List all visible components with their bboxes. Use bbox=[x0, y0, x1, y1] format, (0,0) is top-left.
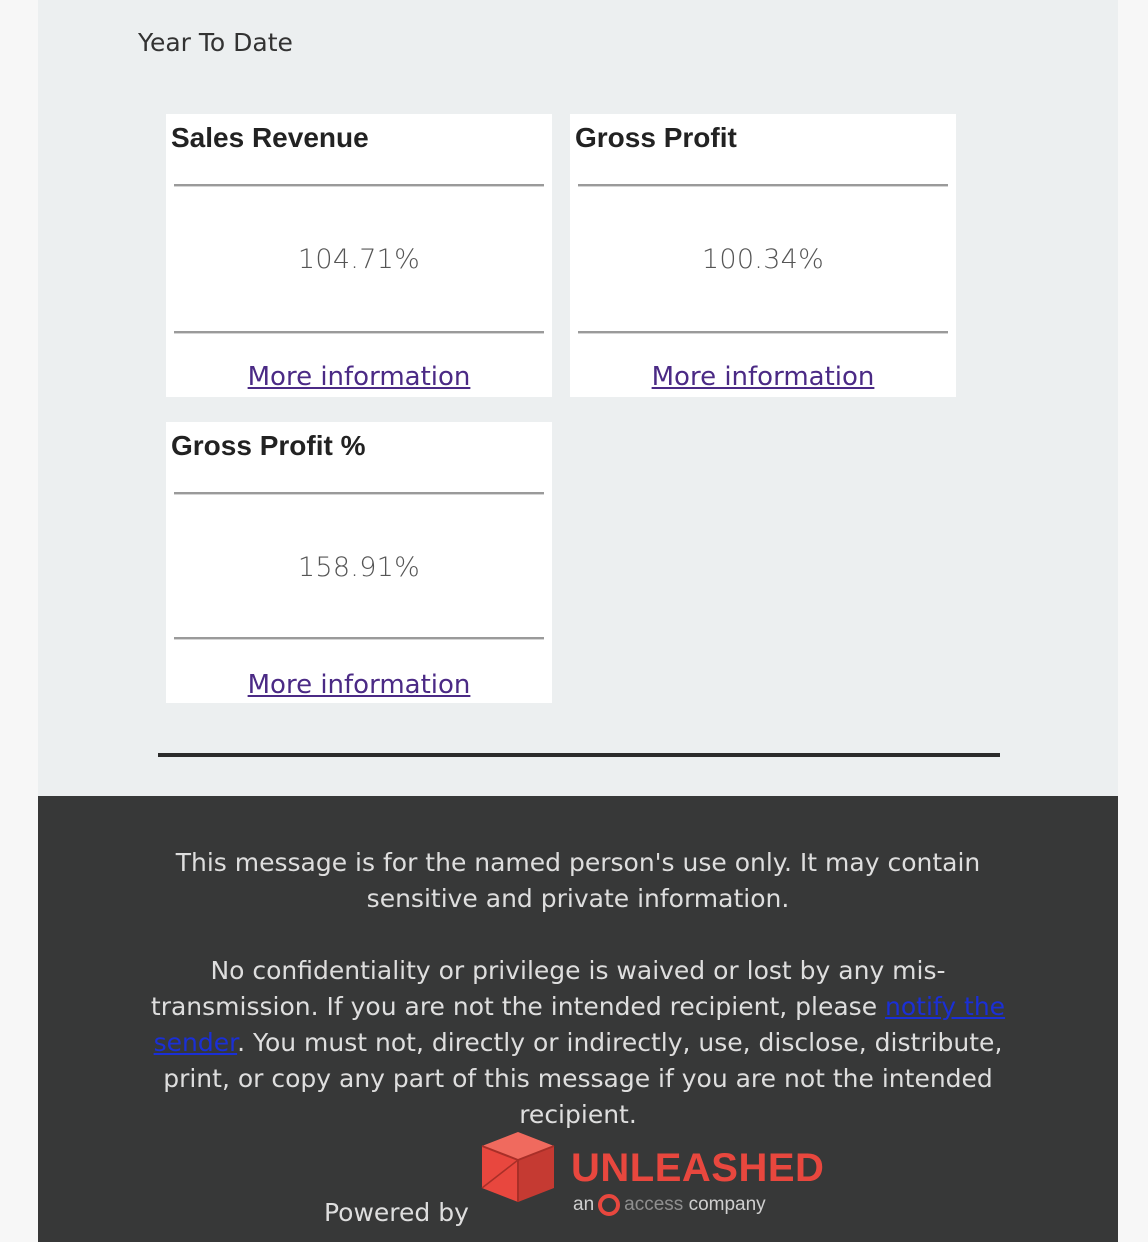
section-divider bbox=[158, 753, 1000, 757]
more-information-link[interactable]: More information bbox=[247, 362, 471, 392]
card-title: Sales Revenue bbox=[171, 122, 369, 153]
card-rule-top bbox=[578, 184, 948, 186]
kpi-card-gross-profit bbox=[570, 114, 956, 397]
notice-text-start: No confidentiality or privilege is waived or lost by any mis-transmission. If you are not the intended recipient, please bbox=[150, 956, 946, 1021]
unleashed-cube-logo-icon bbox=[478, 1130, 558, 1204]
tagline-company: company bbox=[688, 1194, 766, 1216]
card-title: Gross Profit % bbox=[171, 430, 366, 461]
more-info-wrapper bbox=[166, 670, 552, 700]
tagline-an: an bbox=[573, 1194, 595, 1216]
footer-notice-confidentiality bbox=[133, 953, 1023, 1133]
access-ring-icon bbox=[598, 1194, 620, 1216]
kpi-value: 100.34% bbox=[701, 244, 825, 275]
kpi-value: 158.91% bbox=[297, 552, 421, 583]
footer-notice-privacy: This message is for the named person's use only. It may contain sensitive and private information. bbox=[175, 848, 981, 913]
more-information-link[interactable]: More information bbox=[247, 670, 471, 700]
more-information-link[interactable]: More information bbox=[651, 362, 875, 392]
kpi-value: 104.71% bbox=[297, 244, 421, 275]
kpi-card-gross-profit-percent bbox=[166, 422, 552, 703]
brand-tagline bbox=[573, 1194, 766, 1216]
tagline-access: access bbox=[624, 1194, 684, 1216]
footer bbox=[38, 796, 1118, 1242]
notify-sender-link[interactable]: notify the sender bbox=[153, 992, 1006, 1057]
card-rule-bottom bbox=[578, 331, 948, 333]
period-title: Year To Date bbox=[138, 28, 293, 57]
more-info-wrapper bbox=[570, 362, 956, 392]
card-rule-top bbox=[174, 184, 544, 186]
card-rule-bottom bbox=[174, 637, 544, 639]
email-body bbox=[38, 0, 1118, 1242]
kpi-card-sales-revenue bbox=[166, 114, 552, 397]
more-info-wrapper bbox=[166, 362, 552, 392]
notice-text-end: . You must not, directly or indirectly, use, disclose, distribute, print, or copy any part of this message if you are not the intended recipient. bbox=[163, 1028, 1003, 1129]
unleashed-brand-name: UNLEASHED bbox=[571, 1146, 825, 1190]
card-rule-bottom bbox=[174, 331, 544, 333]
card-title: Gross Profit bbox=[575, 122, 737, 153]
powered-by-label: Powered by bbox=[324, 1198, 469, 1227]
card-rule-top bbox=[174, 492, 544, 494]
